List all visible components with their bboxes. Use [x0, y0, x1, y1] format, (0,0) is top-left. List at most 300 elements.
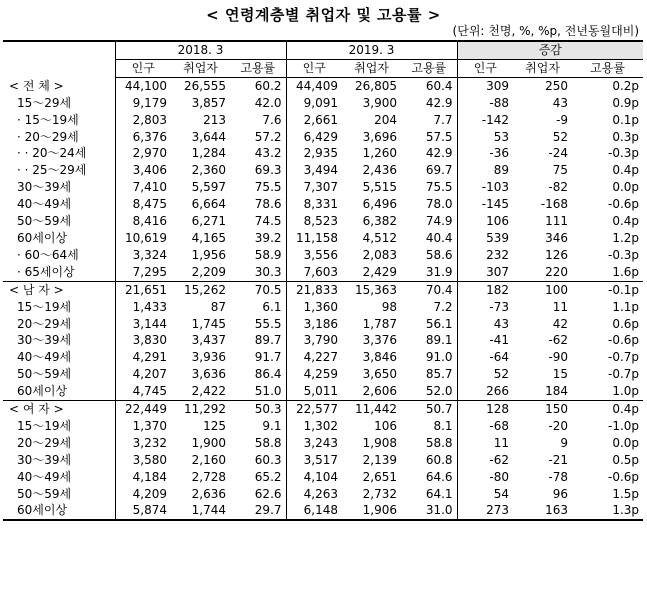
table-row — [3, 469, 643, 486]
cell-employed: 43 — [552, 95, 569, 110]
cell-employed: 2,651 — [362, 469, 398, 484]
table-row — [3, 366, 643, 383]
cell-population: 7,295 — [115, 264, 171, 281]
header-employment-rate: 고용률 — [230, 59, 286, 77]
cell-population: 6,376 — [115, 129, 171, 146]
header-employed: 취업자 — [513, 59, 572, 77]
cell-employed: 3,846 — [362, 350, 398, 365]
row-label: 50～59세 — [17, 367, 72, 382]
cell-employed: 346 — [545, 230, 569, 245]
cell-employment-rate: 64.1 — [425, 486, 453, 501]
cell-employment-rate: -0.6p — [608, 333, 640, 348]
cell-employment-rate: 91.7 — [254, 350, 282, 365]
cell-employment-rate: 0.4p — [612, 163, 640, 178]
header-employed: 취업자 — [171, 59, 230, 77]
cell-employed: 3,857 — [191, 95, 226, 110]
row-label: 20～29세 — [17, 316, 72, 331]
table-row — [3, 418, 643, 435]
row-label: · 20～29세 — [17, 129, 79, 144]
cell-employment-rate: 1.3p — [572, 502, 643, 520]
cell-population: 539 — [457, 230, 513, 247]
cell-employment-rate: 86.4 — [254, 367, 282, 382]
cell-employed: 96 — [552, 486, 569, 501]
cell-population: 4,104 — [286, 469, 342, 486]
row-label: · 15～19세 — [17, 112, 79, 127]
cell-employment-rate: 69.7 — [425, 163, 453, 178]
cell-population: 52 — [457, 366, 513, 383]
table-row — [3, 383, 643, 400]
cell-employment-rate: 64.6 — [425, 469, 453, 484]
cell-employment-rate: 0.0p — [612, 435, 640, 450]
cell-population: 8,475 — [115, 196, 171, 213]
cell-employment-rate: 58.8 — [425, 435, 453, 450]
cell-employed: 1,260 — [362, 146, 398, 161]
cell-population: 4,291 — [115, 349, 171, 366]
cell-population: 3,830 — [115, 332, 171, 349]
cell-employment-rate: -0.6p — [608, 469, 640, 484]
cell-employment-rate: 39.2 — [254, 230, 282, 245]
cell-employed: 26,555 — [184, 78, 226, 93]
header-period-change: 증감 — [457, 41, 643, 59]
cell-population: 232 — [457, 247, 513, 264]
cell-employed: 1,745 — [191, 316, 226, 331]
cell-employed: 1,787 — [362, 316, 398, 331]
cell-population: 21,833 — [286, 281, 342, 298]
cell-employed: 2,606 — [362, 384, 398, 399]
cell-employed: -62 — [548, 333, 569, 348]
cell-population: 21,651 — [115, 281, 171, 298]
header-period-2019: 2019. 3 — [286, 41, 457, 59]
row-label: 15～19세 — [17, 418, 72, 433]
cell-population: 182 — [457, 281, 513, 298]
header-row-periods — [3, 41, 643, 59]
cell-population: -73 — [457, 299, 513, 316]
cell-population: 44,100 — [115, 77, 171, 94]
cell-population: 2,803 — [115, 112, 171, 129]
cell-employment-rate: 89.1 — [425, 333, 453, 348]
cell-population: 7,307 — [286, 179, 342, 196]
cell-employment-rate: 9.1 — [262, 418, 282, 433]
section-row — [3, 77, 643, 94]
cell-employed: 3,376 — [362, 333, 398, 348]
row-label: 40～49세 — [17, 350, 72, 365]
cell-population: 1,370 — [115, 418, 171, 435]
cell-employment-rate: 43.2 — [254, 146, 282, 161]
cell-employment-rate: -0.6p — [608, 197, 640, 212]
cell-population: 8,416 — [115, 213, 171, 230]
header-period-2018: 2018. 3 — [115, 41, 286, 59]
cell-population: 9,091 — [286, 95, 342, 112]
cell-employed: 213 — [203, 112, 226, 127]
cell-employment-rate: 58.6 — [425, 247, 453, 262]
cell-employment-rate: 0.1p — [612, 112, 640, 127]
cell-population: 4,207 — [115, 366, 171, 383]
cell-employed: 150 — [513, 401, 572, 418]
cell-employment-rate: 78.6 — [254, 197, 282, 212]
cell-employed: 15,363 — [342, 281, 401, 298]
table-row — [3, 299, 643, 316]
cell-employed: 1,744 — [171, 502, 230, 520]
cell-population: 4,259 — [286, 366, 342, 383]
cell-employed: 1,906 — [342, 502, 401, 520]
cell-employment-rate: 60.3 — [254, 452, 282, 467]
cell-employed: 111 — [545, 214, 569, 229]
cell-employment-rate: 62.6 — [254, 486, 282, 501]
cell-population: -103 — [457, 179, 513, 196]
cell-employed: 184 — [545, 384, 569, 399]
cell-employed: -168 — [540, 197, 569, 212]
row-label: 60세이상 — [17, 230, 68, 245]
cell-employed: 42 — [552, 316, 569, 331]
cell-employment-rate: 31.0 — [401, 502, 457, 520]
row-label: 50～59세 — [17, 214, 72, 229]
cell-population: -88 — [457, 95, 513, 112]
cell-employed: 1,900 — [191, 435, 226, 450]
cell-population: 44,409 — [286, 77, 342, 94]
cell-population: -142 — [457, 112, 513, 129]
cell-employment-rate: 58.9 — [254, 247, 282, 262]
table-row — [3, 162, 643, 179]
cell-population: 128 — [457, 401, 513, 418]
cell-employment-rate: -0.1p — [572, 281, 643, 298]
header-employed: 취업자 — [342, 59, 401, 77]
cell-employment-rate: 57.5 — [425, 129, 453, 144]
cell-employment-rate: 1.0p — [612, 384, 640, 399]
cell-population: 22,577 — [286, 401, 342, 418]
table-row — [3, 196, 643, 213]
cell-employed: -78 — [548, 469, 569, 484]
cell-employed: 52 — [552, 129, 569, 144]
row-label: 60세이상 — [3, 502, 115, 520]
cell-population: 8,331 — [286, 196, 342, 213]
cell-employed: 2,429 — [362, 264, 398, 279]
cell-employed: 87 — [210, 299, 226, 314]
cell-population: 3,232 — [115, 435, 171, 452]
row-label: · · 20～24세 — [17, 146, 87, 161]
cell-employment-rate: -1.0p — [608, 418, 640, 433]
cell-population: 7,410 — [115, 179, 171, 196]
cell-employment-rate: 75.5 — [425, 180, 453, 195]
cell-employed: 15 — [552, 367, 569, 382]
cell-employment-rate: 51.0 — [254, 384, 282, 399]
cell-employed: 250 — [545, 78, 569, 93]
cell-employed: 3,636 — [191, 367, 226, 382]
cell-employment-rate: 7.7 — [433, 112, 453, 127]
cell-employed: 2,732 — [362, 486, 398, 501]
cell-employed: 3,936 — [191, 350, 226, 365]
table-row — [3, 145, 643, 162]
row-label: 20～29세 — [17, 435, 72, 450]
cell-population: -36 — [457, 145, 513, 162]
cell-employment-rate: 52.0 — [425, 384, 453, 399]
cell-population: 43 — [457, 316, 513, 333]
cell-population: 5,011 — [286, 383, 342, 400]
cell-employed: -90 — [548, 350, 569, 365]
cell-population: 1,360 — [286, 299, 342, 316]
row-label: 15～29세 — [17, 95, 72, 110]
cell-population: 3,517 — [286, 452, 342, 469]
cell-employed: 2,139 — [362, 452, 398, 467]
row-label: 60세이상 — [17, 384, 68, 399]
cell-employed: 204 — [374, 112, 398, 127]
cell-employed: 2,160 — [191, 452, 226, 467]
cell-employed: 220 — [545, 264, 569, 279]
row-label: 40～49세 — [17, 469, 72, 484]
cell-employed: 6,382 — [362, 214, 398, 229]
row-label: 30～39세 — [17, 333, 72, 348]
cell-employed: -9 — [556, 112, 569, 127]
cell-employment-rate: 60.4 — [425, 78, 453, 93]
cell-population: 1,433 — [115, 299, 171, 316]
cell-population: 3,406 — [115, 162, 171, 179]
cell-population: 3,494 — [286, 162, 342, 179]
cell-employed: 1,908 — [362, 435, 398, 450]
cell-population: 6,148 — [286, 502, 342, 520]
row-label: 30～39세 — [17, 180, 72, 195]
cell-employed: 6,664 — [191, 197, 226, 212]
cell-employment-rate: 8.1 — [433, 418, 453, 433]
cell-population: 309 — [457, 77, 513, 94]
cell-population: -80 — [457, 469, 513, 486]
cell-employed: 2,422 — [191, 384, 226, 399]
cell-employment-rate: 0.4p — [572, 401, 643, 418]
cell-employment-rate: 65.2 — [254, 469, 282, 484]
cell-population: -68 — [457, 418, 513, 435]
cell-employed: 6,271 — [191, 214, 226, 229]
cell-population: 3,790 — [286, 332, 342, 349]
cell-employed: 125 — [203, 418, 226, 433]
cell-population: 89 — [457, 162, 513, 179]
cell-employment-rate: 0.3p — [612, 129, 640, 144]
cell-employed: 1,284 — [191, 146, 226, 161]
cell-employment-rate: 31.9 — [425, 264, 453, 279]
section-row — [3, 281, 643, 298]
header-corner — [3, 41, 115, 77]
cell-population: 3,144 — [115, 316, 171, 333]
cell-employed: 26,805 — [355, 78, 398, 93]
header-population: 인구 — [457, 59, 513, 77]
cell-population: 4,209 — [115, 486, 171, 503]
cell-employed: 75 — [552, 163, 569, 178]
table-row — [3, 230, 643, 247]
table-row — [3, 486, 643, 503]
table-row — [3, 349, 643, 366]
cell-employment-rate: 1.2p — [612, 230, 640, 245]
cell-employment-rate: 42.9 — [425, 146, 453, 161]
cell-employed: -21 — [548, 452, 569, 467]
cell-employment-rate: 60.8 — [425, 452, 453, 467]
cell-employed: 15,262 — [171, 281, 230, 298]
cell-population: -62 — [457, 452, 513, 469]
cell-employment-rate: 0.0p — [612, 180, 640, 195]
cell-employed: 2,083 — [362, 247, 398, 262]
cell-population: 54 — [457, 486, 513, 503]
cell-population: 106 — [457, 213, 513, 230]
cell-population: 11 — [457, 435, 513, 452]
cell-employment-rate: 29.7 — [230, 502, 286, 520]
cell-population: 2,935 — [286, 145, 342, 162]
row-label: · 60～64세 — [17, 247, 79, 262]
table-row — [3, 502, 643, 520]
cell-population: 3,324 — [115, 247, 171, 264]
cell-employed: 2,209 — [191, 264, 226, 279]
cell-employed: 9 — [560, 435, 569, 450]
cell-employed: 3,696 — [362, 129, 398, 144]
table-row — [3, 316, 643, 333]
cell-employed: 3,644 — [191, 129, 226, 144]
cell-population: 266 — [457, 383, 513, 400]
cell-population: 3,556 — [286, 247, 342, 264]
cell-employment-rate: 0.6p — [612, 316, 640, 331]
cell-population: 4,263 — [286, 486, 342, 503]
cell-employment-rate: 78.0 — [425, 197, 453, 212]
cell-employment-rate: 91.0 — [425, 350, 453, 365]
cell-employed: 4,165 — [191, 230, 226, 245]
cell-employed: 11 — [552, 299, 569, 314]
unit-note: (단위: 천명, %, %p, 전년동월대비) — [452, 24, 639, 38]
cell-population: 2,661 — [286, 112, 342, 129]
cell-employed: 11,442 — [342, 401, 401, 418]
cell-employment-rate: 7.2 — [433, 299, 453, 314]
cell-employed: 5,515 — [362, 180, 398, 195]
cell-employment-rate: 42.0 — [254, 95, 282, 110]
table-row — [3, 95, 643, 112]
cell-population: 3,580 — [115, 452, 171, 469]
cell-employment-rate: 0.9p — [612, 95, 640, 110]
cell-employment-rate: 69.3 — [254, 163, 282, 178]
cell-employment-rate: 0.2p — [612, 78, 640, 93]
table-row — [3, 332, 643, 349]
cell-employed: -20 — [548, 418, 569, 433]
cell-employed: 2,636 — [191, 486, 226, 501]
cell-employed: 2,728 — [191, 469, 226, 484]
cell-employment-rate: 0.4p — [612, 214, 640, 229]
cell-employment-rate: -0.3p — [608, 247, 640, 262]
row-label: < 여 자 > — [3, 401, 115, 418]
cell-employed: 3,900 — [362, 95, 398, 110]
cell-employed: 163 — [513, 502, 572, 520]
cell-population: 10,619 — [115, 230, 171, 247]
table-row — [3, 179, 643, 196]
cell-population: 3,186 — [286, 316, 342, 333]
cell-employment-rate: 58.8 — [254, 435, 282, 450]
cell-population: 5,874 — [115, 502, 171, 520]
cell-employed: 100 — [513, 281, 572, 298]
cell-employment-rate: -0.3p — [608, 146, 640, 161]
cell-employment-rate: 56.1 — [425, 316, 453, 331]
table-row — [3, 452, 643, 469]
cell-employed: 2,360 — [191, 163, 226, 178]
cell-employed: 4,512 — [362, 230, 398, 245]
row-label: · · 25～29세 — [17, 163, 87, 178]
cell-population: 4,184 — [115, 469, 171, 486]
cell-employed: -24 — [548, 146, 569, 161]
cell-employed: 126 — [545, 247, 569, 262]
cell-employed: 3,650 — [362, 367, 398, 382]
employment-table — [3, 40, 643, 521]
table-row — [3, 264, 643, 281]
table-title: < 연령계층별 취업자 및 고용률 > — [206, 6, 441, 24]
row-label: < 전 체 > — [9, 78, 64, 93]
header-employment-rate: 고용률 — [401, 59, 457, 77]
cell-employment-rate: -0.7p — [608, 367, 640, 382]
row-label: 40～49세 — [17, 197, 72, 212]
cell-employment-rate: 74.5 — [254, 214, 282, 229]
cell-population: 9,179 — [115, 95, 171, 112]
cell-population: 4,745 — [115, 383, 171, 400]
cell-employment-rate: 89.7 — [254, 333, 282, 348]
cell-employed: 3,437 — [191, 333, 226, 348]
cell-employment-rate: 60.2 — [254, 78, 282, 93]
cell-employment-rate: 1.5p — [612, 486, 640, 501]
header-population: 인구 — [286, 59, 342, 77]
cell-employment-rate: 50.3 — [230, 401, 286, 418]
header-population: 인구 — [115, 59, 171, 77]
cell-population: 307 — [457, 264, 513, 281]
row-label: 15～19세 — [17, 299, 72, 314]
cell-employment-rate: 70.5 — [230, 281, 286, 298]
table-row — [3, 247, 643, 264]
cell-population: 2,970 — [115, 145, 171, 162]
cell-employment-rate: 75.5 — [254, 180, 282, 195]
cell-employment-rate: -0.7p — [608, 350, 640, 365]
cell-population: 273 — [457, 502, 513, 520]
cell-employment-rate: 42.9 — [425, 95, 453, 110]
cell-employed: 1,956 — [191, 247, 226, 262]
row-label: · 65세이상 — [17, 264, 75, 279]
cell-population: 1,302 — [286, 418, 342, 435]
cell-employment-rate: 50.7 — [401, 401, 457, 418]
cell-employed: 5,597 — [191, 180, 226, 195]
cell-population: 6,429 — [286, 129, 342, 146]
table-row — [3, 112, 643, 129]
cell-employment-rate: 1.6p — [612, 264, 640, 279]
cell-employed: -82 — [548, 180, 569, 195]
header-employment-rate: 고용률 — [572, 59, 643, 77]
section-row — [3, 401, 643, 418]
cell-population: 11,158 — [286, 230, 342, 247]
table-row — [3, 129, 643, 146]
cell-population: 3,243 — [286, 435, 342, 452]
cell-population: 7,603 — [286, 264, 342, 281]
cell-population: 53 — [457, 129, 513, 146]
table-body — [3, 77, 643, 520]
cell-employed: 2,436 — [362, 163, 398, 178]
cell-employed: 98 — [381, 299, 398, 314]
row-label: < 남 자 > — [3, 281, 115, 298]
cell-employment-rate: 6.1 — [262, 299, 282, 314]
cell-population: 8,523 — [286, 213, 342, 230]
cell-employment-rate: 30.3 — [254, 264, 282, 279]
cell-population: 4,227 — [286, 349, 342, 366]
cell-population: -145 — [457, 196, 513, 213]
cell-employment-rate: 55.5 — [254, 316, 282, 331]
cell-employment-rate: 0.5p — [612, 452, 640, 467]
cell-employed: 6,496 — [362, 197, 398, 212]
cell-employment-rate: 7.6 — [262, 112, 282, 127]
cell-employment-rate: 40.4 — [425, 230, 453, 245]
cell-employed: 106 — [374, 418, 398, 433]
cell-employment-rate: 1.1p — [612, 299, 640, 314]
row-label: 30～39세 — [17, 452, 72, 467]
cell-employment-rate: 57.2 — [254, 129, 282, 144]
cell-population: -41 — [457, 332, 513, 349]
table-row — [3, 435, 643, 452]
row-label: 50～59세 — [17, 486, 72, 501]
cell-employment-rate: 70.4 — [401, 281, 457, 298]
cell-population: -64 — [457, 349, 513, 366]
table-row — [3, 213, 643, 230]
